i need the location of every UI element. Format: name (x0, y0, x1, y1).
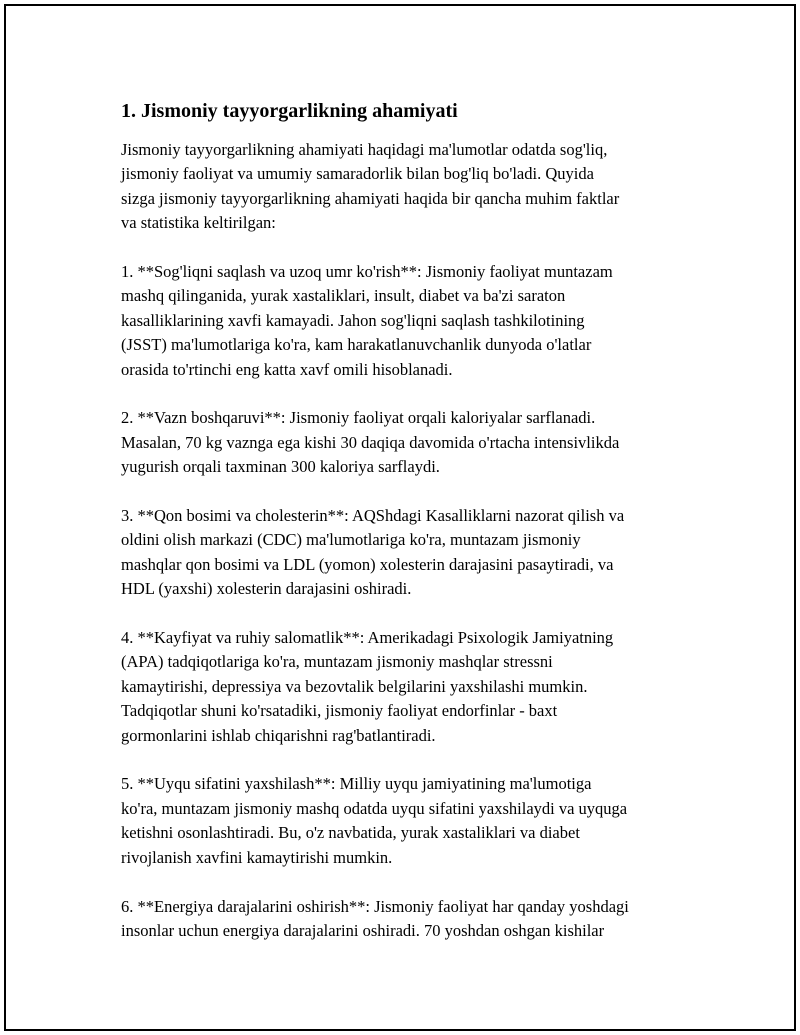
list-item-6 (121, 895, 711, 944)
text-line: 3. **Qon bosimi va cholesterin**: AQShdagi Kasalliklarni nazorat qilish va (121, 506, 625, 526)
paragraph-spacer (121, 236, 711, 260)
text-line: insonlar uchun energiya darajalarini oshiradi. 70 yoshdan oshgan kishilar (121, 920, 605, 940)
text-line: (APA) tadqiqotlariga ko'ra, muntazam jismoniy mashqlar stressni (121, 652, 553, 672)
paragraph-spacer (121, 870, 711, 894)
paragraph-spacer (121, 382, 711, 406)
text-line: 6. **Energiya darajalarini oshirish**: Jismoniy faoliyat har qanday yoshdagi (121, 896, 629, 916)
intro-paragraph (121, 138, 711, 236)
text-line: ko'ra, muntazam jismoniy mashq odatda uyqu sifatini yaxshilaydi va uyquga (121, 798, 628, 818)
text-line: orasida to'rtinchi eng katta xavf omili hisoblanadi. (121, 359, 453, 379)
text-line: 5. **Uyqu sifatini yaxshilash**: Milliy uyqu jamiyatining ma'lumotiga (121, 774, 592, 794)
paragraph-spacer (121, 480, 711, 504)
text-line: jismoniy faoliyat va umumiy samaradorlik bilan bog'liq bo'ladi. Quyida (121, 164, 594, 184)
document-body (121, 98, 711, 943)
text-line: 1. **Sog'liqni saqlash va uzoq umr ko'rish**: Jismoniy faoliyat muntazam (121, 262, 613, 282)
list-item-4 (121, 626, 711, 748)
text-line: Masalan, 70 kg vaznga ega kishi 30 daqiqa davomida o'rtacha intensivlikda (121, 432, 620, 452)
text-line: Tadqiqotlar shuni ko'rsatadiki, jismoniy faoliyat endorfinlar - baxt (121, 701, 558, 721)
paragraph-spacer (121, 602, 711, 626)
list-item-3 (121, 504, 711, 602)
text-line: rivojlanish xavfini kamaytirishi mumkin. (121, 847, 393, 867)
text-line: 2. **Vazn boshqaruvi**: Jismoniy faoliyat orqali kaloriyalar sarflanadi. (121, 408, 596, 428)
text-line: mashq qilinganida, yurak xastaliklari, insult, diabet va ba'zi saraton (121, 286, 566, 306)
text-line: va statistika keltirilgan: (121, 213, 276, 233)
text-line: mashqlar qon bosimi va LDL (yomon) xolesterin darajasini pasaytiradi, va (121, 554, 614, 574)
page-frame (4, 4, 796, 1031)
text-line: kamaytirishi, depressiya va bezovtalik belgilarini yaxshilashi mumkin. (121, 676, 588, 696)
list-item-5 (121, 772, 711, 870)
text-line: Jismoniy tayyorgarlikning ahamiyati haqidagi ma'lumotlar odatda sog'liq, (121, 140, 608, 159)
text-line: sizga jismoniy tayyorgarlikning ahamiyati haqida bir qancha muhim faktlar (121, 188, 620, 208)
list-item-1 (121, 260, 711, 382)
list-item-2 (121, 406, 711, 479)
text-line: oldini olish markazi (CDC) ma'lumotlariga ko'ra, muntazam jismoniy (121, 530, 581, 550)
paragraph-spacer (121, 748, 711, 772)
text-line: HDL (yaxshi) xolesterin darajasini oshiradi. (121, 579, 412, 599)
text-line: ketishni osonlashtiradi. Bu, o'z navbatida, yurak xastaliklari va diabet (121, 823, 580, 843)
text-line: kasalliklarining xavfi kamayadi. Jahon sog'liqni saqlash tashkilotining (121, 310, 585, 330)
text-line: gormonlarini ishlab chiqarishni rag'batlantiradi. (121, 725, 436, 745)
text-line: yugurish orqali taxminan 300 kaloriya sarflaydi. (121, 457, 440, 477)
text-line: 4. **Kayfiyat va ruhiy salomatlik**: Amerikadagi Psixologik Jamiyatning (121, 628, 614, 648)
text-line: (JSST) ma'lumotlariga ko'ra, kam harakatlanuvchanlik dunyoda o'latlar (121, 335, 592, 355)
section-heading: 1. Jismoniy tayyorgarlikning ahamiyati (121, 100, 458, 122)
